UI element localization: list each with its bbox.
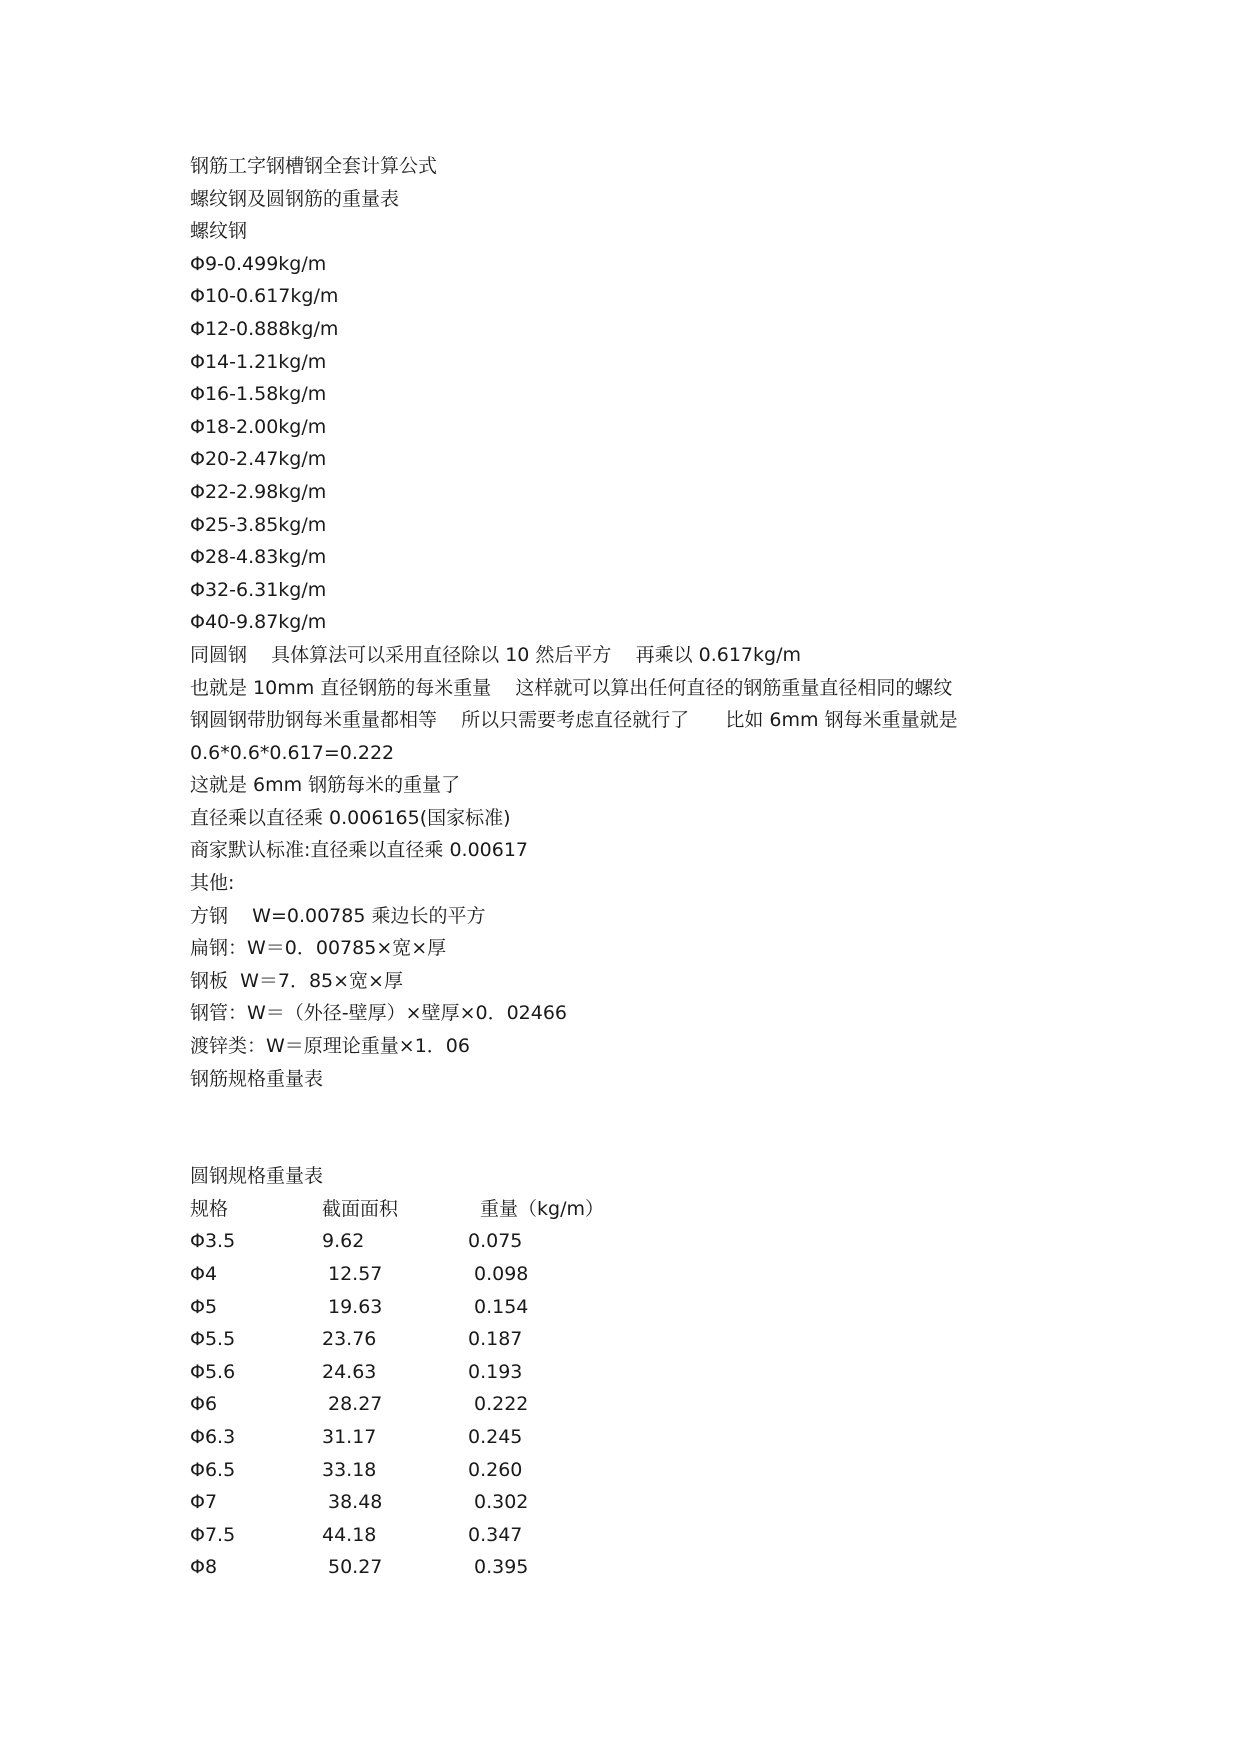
document-body bbox=[190, 150, 1090, 1584]
table-cell-spec: Φ7 bbox=[190, 1491, 218, 1514]
paragraph-line: 商家默认标准:直径乘以直径乘 0.00617 bbox=[190, 839, 529, 862]
round-table-body bbox=[190, 1225, 1090, 1584]
table-cell-area: 31.17 bbox=[322, 1425, 377, 1448]
blank-space bbox=[190, 1095, 1090, 1160]
list-item: Φ18-2.00kg/m bbox=[190, 415, 327, 438]
table-row bbox=[190, 1551, 1090, 1584]
table-cell-spec: Φ8 bbox=[190, 1556, 218, 1579]
table-cell-spec: Φ5.5 bbox=[190, 1328, 236, 1351]
rebar-heading: 螺纹钢 bbox=[190, 220, 248, 243]
list-item: Φ12-0.888kg/m bbox=[190, 317, 339, 340]
table-cell-spec: Φ7.5 bbox=[190, 1523, 236, 1546]
table-cell-weight: 0.222 bbox=[474, 1393, 529, 1416]
table-row bbox=[190, 1388, 1090, 1421]
table-cell-area: 19.63 bbox=[328, 1295, 383, 1318]
paragraph-line: 钢管：W＝（外径-壁厚）×壁厚×0．02466 bbox=[190, 1002, 568, 1025]
formula-explanation bbox=[190, 639, 1090, 1095]
paragraph-line: 其他: bbox=[190, 872, 235, 895]
paragraph-line: 钢板 W＝7．85×宽×厚 bbox=[190, 969, 403, 992]
table-cell-spec: Φ5.6 bbox=[190, 1360, 236, 1383]
table-cell-weight: 0.187 bbox=[468, 1328, 523, 1351]
table-cell-weight: 0.193 bbox=[468, 1360, 523, 1383]
table-row bbox=[190, 1323, 1090, 1356]
table-cell-weight: 0.260 bbox=[468, 1458, 523, 1481]
list-item: Φ14-1.21kg/m bbox=[190, 350, 327, 373]
table-cell-weight: 0.075 bbox=[468, 1230, 523, 1253]
paragraph-line: 这就是 6mm 钢筋每米的重量了 bbox=[190, 774, 461, 797]
table-row bbox=[190, 1225, 1090, 1258]
table-row bbox=[190, 1454, 1090, 1487]
table-cell-area: 24.63 bbox=[322, 1360, 377, 1383]
table-row bbox=[190, 1258, 1090, 1291]
table-cell-weight: 0.302 bbox=[474, 1491, 529, 1514]
table-cell-area: 28.27 bbox=[328, 1393, 383, 1416]
list-item: Φ9-0.499kg/m bbox=[190, 252, 327, 275]
table-cell-weight: 0.347 bbox=[468, 1523, 523, 1546]
list-item: Φ20-2.47kg/m bbox=[190, 448, 327, 471]
list-item: Φ16-1.58kg/m bbox=[190, 383, 327, 406]
table-cell-area: 44.18 bbox=[322, 1523, 377, 1546]
table-header-area: 截面面积 bbox=[322, 1197, 399, 1220]
table-cell-spec: Φ4 bbox=[190, 1263, 218, 1285]
paragraph-line: 直径乘以直径乘 0.006165(国家标准) bbox=[190, 806, 511, 829]
table-row bbox=[190, 1421, 1090, 1454]
list-item: Φ22-2.98kg/m bbox=[190, 480, 327, 503]
paragraph-line: 也就是 10mm 直径钢筋的每米重量 这样就可以算出任何直径的钢筋重量直径相同的螺纹 bbox=[190, 676, 953, 699]
table-cell-spec: Φ6 bbox=[190, 1393, 218, 1416]
table-cell-weight: 0.395 bbox=[474, 1556, 529, 1579]
table-header-weight: 重量（kg/m） bbox=[480, 1197, 604, 1220]
document-title: 钢筋工字钢槽钢全套计算公式 bbox=[190, 155, 438, 177]
table-cell-area: 23.76 bbox=[322, 1328, 377, 1351]
section-heading: 螺纹钢及圆钢筋的重量表 bbox=[190, 187, 400, 210]
table-cell-area: 38.48 bbox=[328, 1491, 383, 1514]
table-cell-weight: 0.245 bbox=[468, 1425, 523, 1448]
table-header-row bbox=[190, 1193, 1090, 1226]
table-cell-area: 50.27 bbox=[328, 1556, 383, 1579]
round-table-heading: 圆钢规格重量表 bbox=[190, 1165, 324, 1188]
table-header-spec: 规格 bbox=[190, 1197, 229, 1220]
paragraph-line: 渡锌类：W＝原理论重量×1．06 bbox=[190, 1035, 470, 1058]
table-row bbox=[190, 1356, 1090, 1389]
paragraph-line: 同圆钢 具体算法可以采用直径除以 10 然后平方 再乘以 0.617kg/m bbox=[190, 643, 801, 666]
paragraph-line: 扁钢：W＝0．00785×宽×厚 bbox=[190, 937, 447, 960]
list-item: Φ32-6.31kg/m bbox=[190, 578, 327, 601]
table-cell-area: 33.18 bbox=[322, 1458, 377, 1481]
list-item: Φ25-3.85kg/m bbox=[190, 513, 327, 536]
table-cell-weight: 0.098 bbox=[474, 1263, 529, 1285]
table-cell-spec: Φ6.3 bbox=[190, 1425, 236, 1448]
table-cell-spec: Φ5 bbox=[190, 1295, 218, 1318]
table-row bbox=[190, 1486, 1090, 1519]
paragraph-line: 方钢 W=0.00785 乘边长的平方 bbox=[190, 904, 486, 927]
table-cell-weight: 0.154 bbox=[474, 1295, 529, 1318]
table-cell-spec: Φ3.5 bbox=[190, 1230, 236, 1253]
table-cell-area: 12.57 bbox=[328, 1263, 383, 1285]
table-cell-spec: Φ6.5 bbox=[190, 1458, 236, 1481]
list-item: Φ40-9.87kg/m bbox=[190, 611, 327, 634]
rebar-weight-list bbox=[190, 248, 1090, 639]
table-row bbox=[190, 1519, 1090, 1552]
paragraph-line: 钢筋规格重量表 bbox=[190, 1067, 324, 1090]
list-item: Φ28-4.83kg/m bbox=[190, 546, 327, 569]
table-cell-area: 9.62 bbox=[322, 1230, 365, 1253]
paragraph-line: 钢圆钢带肋钢每米重量都相等 所以只需要考虑直径就行了 比如 6mm 钢每米重量就是 bbox=[190, 709, 958, 732]
paragraph-line: 0.6*0.6*0.617=0.222 bbox=[190, 741, 395, 764]
list-item: Φ10-0.617kg/m bbox=[190, 285, 339, 308]
table-row bbox=[190, 1291, 1090, 1324]
